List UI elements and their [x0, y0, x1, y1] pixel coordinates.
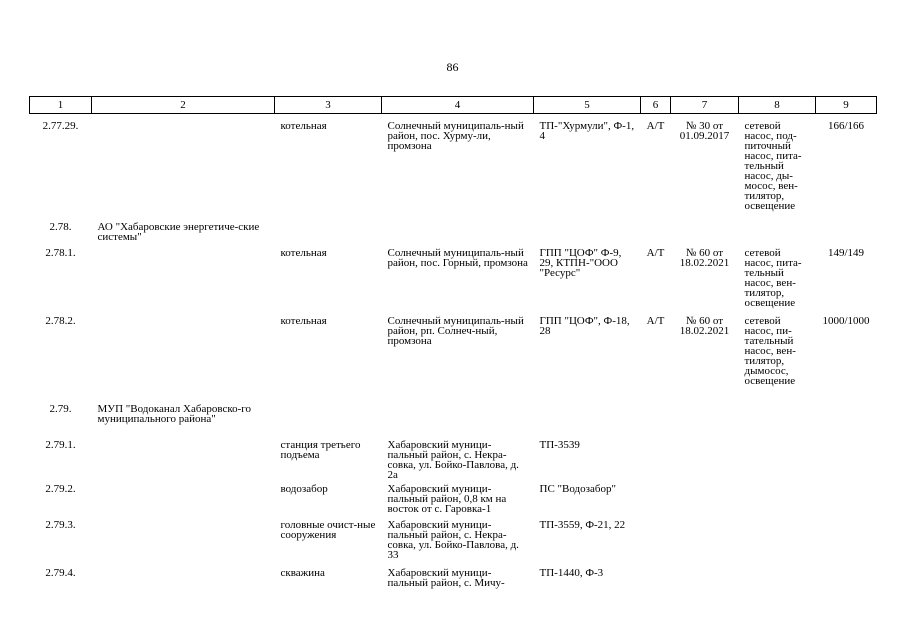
column-header: 8	[739, 97, 816, 114]
cell-object	[275, 222, 382, 248]
column-header: 4	[382, 97, 534, 114]
cell-act	[671, 222, 739, 248]
column-header: 1	[30, 97, 92, 114]
cell-number: 2.79.3.	[45, 518, 76, 531]
cell-category	[641, 404, 671, 440]
cell-category: А/Т	[646, 119, 665, 132]
cell-object: котельная	[280, 314, 327, 327]
column-header: 2	[92, 97, 275, 114]
cell-address: Хабаровский муници-пальный район, с. Мичу-	[387, 566, 505, 589]
data-table	[29, 96, 877, 604]
cell-feeder	[534, 222, 641, 248]
cell-address: Хабаровский муници-пальный район, с. Некра-совка, ул. Бойко-Павлова, д. 2а	[387, 438, 519, 481]
cell-organization: МУП "Водоканал Хабаровско-го муниципального района"	[97, 402, 252, 425]
table-row	[30, 316, 877, 404]
cell-power	[816, 568, 877, 604]
page-number: 86	[446, 60, 459, 74]
cell-address	[382, 222, 534, 248]
cell-object: головные очист-ные сооружения	[280, 518, 376, 541]
column-header: 7	[671, 97, 739, 114]
cell-equipment	[739, 520, 816, 568]
cell-category	[641, 440, 671, 484]
table-row	[30, 520, 877, 568]
table-row	[30, 222, 877, 248]
table-header-row	[30, 97, 877, 114]
cell-feeder: ПС "Водозабор"	[539, 482, 616, 495]
cell-feeder: ТП-"Хурмули", Ф-1, 4	[539, 119, 635, 142]
cell-object: станция третьего подъема	[280, 438, 361, 461]
cell-power: 166/166	[827, 119, 865, 132]
cell-feeder: ГПП "ЦОФ", Ф-18, 28	[539, 314, 630, 337]
cell-object: водозабор	[280, 482, 328, 495]
cell-act	[671, 404, 739, 440]
cell-organization	[92, 520, 275, 568]
cell-power: 1000/1000	[822, 314, 870, 327]
table-row	[30, 121, 877, 222]
cell-organization: АО "Хабаровские энергетиче-ские системы"	[97, 220, 260, 243]
cell-equipment	[739, 404, 816, 440]
cell-number: 2.78.	[49, 220, 72, 233]
cell-power	[816, 440, 877, 484]
cell-feeder: ТП-3559, Ф-21, 22	[539, 518, 626, 531]
cell-feeder: ТП-3539	[539, 438, 580, 451]
cell-act	[671, 520, 739, 568]
cell-act: № 30 от 01.09.2017	[679, 119, 730, 142]
column-header: 3	[275, 97, 382, 114]
cell-address: Солнечный муниципаль-ный район, пос. Хурму-ли, промзона	[387, 119, 524, 152]
cell-number: 2.79.4.	[45, 566, 76, 579]
cell-object: котельная	[280, 246, 327, 259]
cell-equipment: сетевой насос, пита-тельный насос, вен-тилятор, освещение	[744, 246, 802, 309]
cell-number: 2.79.1.	[45, 438, 76, 451]
cell-act	[671, 484, 739, 520]
cell-category	[641, 568, 671, 604]
cell-power	[816, 404, 877, 440]
cell-address: Солнечный муниципаль-ный район, рп. Солнеч-ный, промзона	[387, 314, 524, 347]
cell-equipment: сетевой насос, под-питочный насос, пита-тельный насос, ды-мосос, вен-тилятор, освещение	[744, 119, 802, 212]
cell-category	[641, 222, 671, 248]
table-row	[30, 404, 877, 440]
table-row	[30, 484, 877, 520]
cell-feeder: ТП-1440, Ф-3	[539, 566, 604, 579]
cell-power	[816, 520, 877, 568]
cell-organization	[92, 316, 275, 404]
cell-organization	[92, 440, 275, 484]
cell-address	[382, 404, 534, 440]
cell-organization	[92, 121, 275, 222]
cell-number: 2.77.29.	[42, 119, 79, 132]
cell-organization	[92, 248, 275, 316]
table-body	[30, 114, 877, 604]
cell-address: Хабаровский муници-пальный район, 0,8 км на восток от с. Гаровка-1	[387, 482, 507, 515]
table-row	[30, 248, 877, 316]
cell-equipment	[739, 440, 816, 484]
cell-category: А/Т	[646, 246, 665, 259]
cell-object: котельная	[280, 119, 327, 132]
cell-object	[275, 404, 382, 440]
cell-organization	[92, 484, 275, 520]
cell-power: 149/149	[827, 246, 865, 259]
cell-equipment: сетевой насос, пи-тательный насос, вен-тилятор, дымосос, освещение	[744, 314, 796, 387]
cell-act: № 60 от 18.02.2021	[679, 246, 730, 269]
cell-act: № 60 от 18.02.2021	[679, 314, 730, 337]
cell-number: 2.79.2.	[45, 482, 76, 495]
cell-feeder	[534, 404, 641, 440]
column-header: 5	[534, 97, 641, 114]
cell-feeder: ГПП "ЦОФ" Ф-9, 29, КТПН-"ООО "Ресурс"	[539, 246, 622, 279]
cell-act	[671, 440, 739, 484]
table-row	[30, 568, 877, 604]
cell-object: скважина	[280, 566, 325, 579]
cell-number: 2.79.	[49, 402, 72, 415]
cell-equipment	[739, 484, 816, 520]
cell-power	[816, 484, 877, 520]
cell-number: 2.78.1.	[45, 246, 76, 259]
cell-address: Солнечный муниципаль-ный район, пос. Горный, промзона	[387, 246, 528, 269]
column-header: 6	[641, 97, 671, 114]
cell-category	[641, 484, 671, 520]
cell-act	[671, 568, 739, 604]
cell-organization	[92, 568, 275, 604]
cell-power	[816, 222, 877, 248]
cell-category: А/Т	[646, 314, 665, 327]
cell-equipment	[739, 568, 816, 604]
cell-equipment	[739, 222, 816, 248]
cell-category	[641, 520, 671, 568]
column-header: 9	[816, 97, 877, 114]
table-row	[30, 440, 877, 484]
cell-address: Хабаровский муници-пальный район, с. Некра-совка, ул. Бойко-Павлова, д. 33	[387, 518, 519, 561]
cell-number: 2.78.2.	[45, 314, 76, 327]
